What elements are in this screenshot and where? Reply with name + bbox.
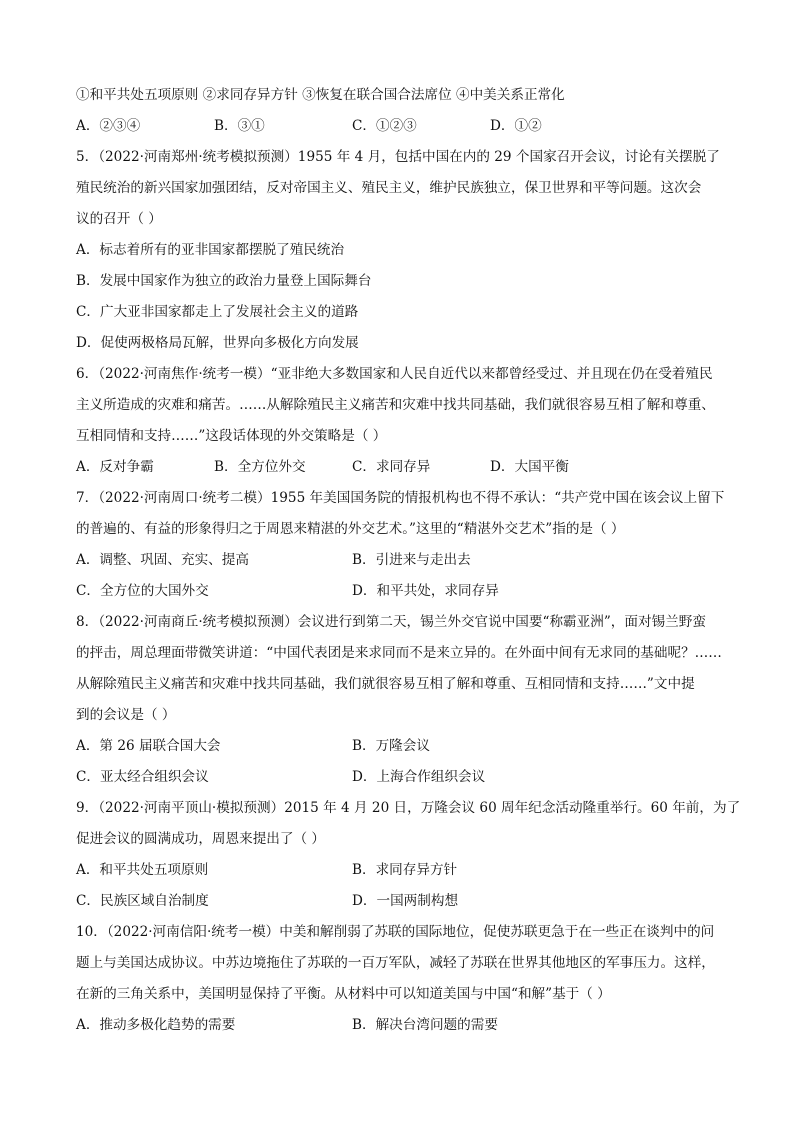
q8-option-b[interactable]: B．万隆会议 [352, 738, 430, 754]
q5-option-c[interactable]: C．广大亚非国家都走上了发展社会主义的道路 [76, 304, 359, 320]
q8-options-row-1 [76, 731, 720, 762]
q4-option-a[interactable]: A．②③④ [76, 118, 141, 134]
q9-option-a[interactable]: A．和平共处五项原则 [76, 862, 209, 878]
q8-stem-line-1: 8．（2022·河南商丘·统考模拟预测）会议进行到第二天，锡兰外交官说中国要“称霸亚洲”，面对锡兰野蛮 [76, 614, 706, 630]
q9-option-c[interactable]: C．民族区域自治制度 [76, 893, 209, 909]
q8-options-row-2 [76, 762, 720, 793]
q8-stem-line-2: 的抨击，周总理面带微笑讲道：“中国代表团是来求同而不是来立异的。在外面中间有无求同的基础呢？…… [76, 645, 722, 661]
q10-options-row-1 [76, 1010, 720, 1041]
exam-page [76, 80, 741, 1041]
q8-stem-line-3: 从解除殖民主义痛苦和灾难中找共同基础，我们就很容易互相了解和尊重、互相同情和支持……”文中提 [76, 676, 695, 692]
q5-stem-line-2: 殖民统治的新兴国家加强团结，反对帝国主义、殖民主义，维护民族独立，保卫世界和平等问题。这次会 [76, 180, 702, 196]
q7-stem-line-2: 的普遍的、有益的形象得归之于周恩来精湛的外交艺术。”这里的“精湛外交艺术”指的是（ ） [76, 521, 625, 537]
q5-option-d[interactable]: D．促使两极格局瓦解，世界向多极化方向发展 [76, 335, 359, 351]
q4-items-line: ①和平共处五项原则 ②求同存异方针 ③恢复在联合国合法席位 ④中美关系正常化 [76, 87, 565, 103]
q6-stem-line-2: 主义所造成的灾难和痛苦。……从解除殖民主义痛苦和灾难中找共同基础，我们就很容易互相了解和尊重、 [76, 397, 715, 413]
q9-option-b[interactable]: B．求同存异方针 [352, 862, 458, 878]
q6-stem-line-3: 互相同情和支持……”这段话体现的外交策略是（ ） [76, 428, 387, 444]
q6-stem-line-1: 6．（2022·河南焦作·统考一模）“亚非绝大多数国家和人民自近代以来都曾经受过、并且现在仍在受着殖民 [76, 366, 713, 382]
q9-stem-line-2: 促进会议的圆满成功，周恩来提出了（ ） [76, 831, 326, 847]
q7-option-b[interactable]: B．引进来与走出去 [352, 552, 471, 568]
q7-option-a[interactable]: A．调整、巩固、充实、提高 [76, 552, 249, 568]
q8-option-d[interactable]: D．上海合作组织会议 [352, 769, 486, 785]
q5-stem-line-1: 5．（2022·河南郑州·统考模拟预测）1955 年 4 月，包括中国在内的 29 个国家召开会议，讨论有关摆脱了 [76, 149, 720, 165]
q10-stem-line-2: 题上与美国达成协议。中苏边境拖住了苏联的一百万军队，减轻了苏联在世界其他地区的军事压力。这样， [76, 955, 715, 971]
q5-stem-line-3: 议的召开（ ） [76, 211, 162, 227]
q8-stem-line-4: 到的会议是（ ） [76, 707, 176, 723]
q10-stem-line-1: 10．（2022·河南信阳·统考一模）中美和解削弱了苏联的国际地位，促使苏联更急于在一些正在谈判中的问 [76, 924, 715, 940]
q4-option-d[interactable]: D．①② [490, 118, 542, 134]
q10-option-a[interactable]: A．推动多极化趋势的需要 [76, 1017, 236, 1033]
q7-stem-line-1: 7．（2022·河南周口·统考二模）1955 年美国国务院的情报机构也不得不承认：“共产党中国在该会议上留下 [76, 490, 725, 506]
q9-stem-line-1: 9．（2022·河南平顶山·模拟预测）2015 年 4 月 20 日，万隆会议 60 周年纪念活动隆重举行。60 年前，为了 [76, 800, 741, 816]
q4-option-b[interactable]: B．③① [214, 118, 265, 134]
q4-options [76, 111, 720, 142]
q5-option-b[interactable]: B．发展中国家作为独立的政治力量登上国际舞台 [76, 273, 372, 289]
q7-options-row-2 [76, 576, 720, 607]
q6-options [76, 452, 720, 483]
q9-option-d[interactable]: D．一国两制构想 [352, 893, 459, 909]
q4-option-c[interactable]: C．①②③ [352, 118, 417, 134]
q10-option-b[interactable]: B．解决台湾问题的需要 [352, 1017, 498, 1033]
q6-option-b[interactable]: B．全方位外交 [214, 459, 306, 475]
q6-option-d[interactable]: D．大国平衡 [490, 459, 569, 475]
q7-option-d[interactable]: D．和平共处，求同存异 [352, 583, 499, 599]
q7-options-row-1 [76, 545, 720, 576]
q7-option-c[interactable]: C．全方位的大国外交 [76, 583, 209, 599]
q5-option-a[interactable]: A．标志着所有的亚非国家都摆脱了殖民统治 [76, 242, 345, 258]
q6-option-a[interactable]: A．反对争霸 [76, 459, 154, 475]
q10-stem-line-3: 在新的三角关系中，美国明显保持了平衡。从材料中可以知道美国与中国“和解”基于（ ） [76, 986, 611, 1002]
q8-option-a[interactable]: A．第 26 届联合国大会 [76, 738, 221, 754]
q8-option-c[interactable]: C．亚太经合组织会议 [76, 769, 209, 785]
q9-options-row-1 [76, 855, 720, 886]
q6-option-c[interactable]: C．求同存异 [352, 459, 431, 475]
q9-options-row-2 [76, 886, 720, 917]
